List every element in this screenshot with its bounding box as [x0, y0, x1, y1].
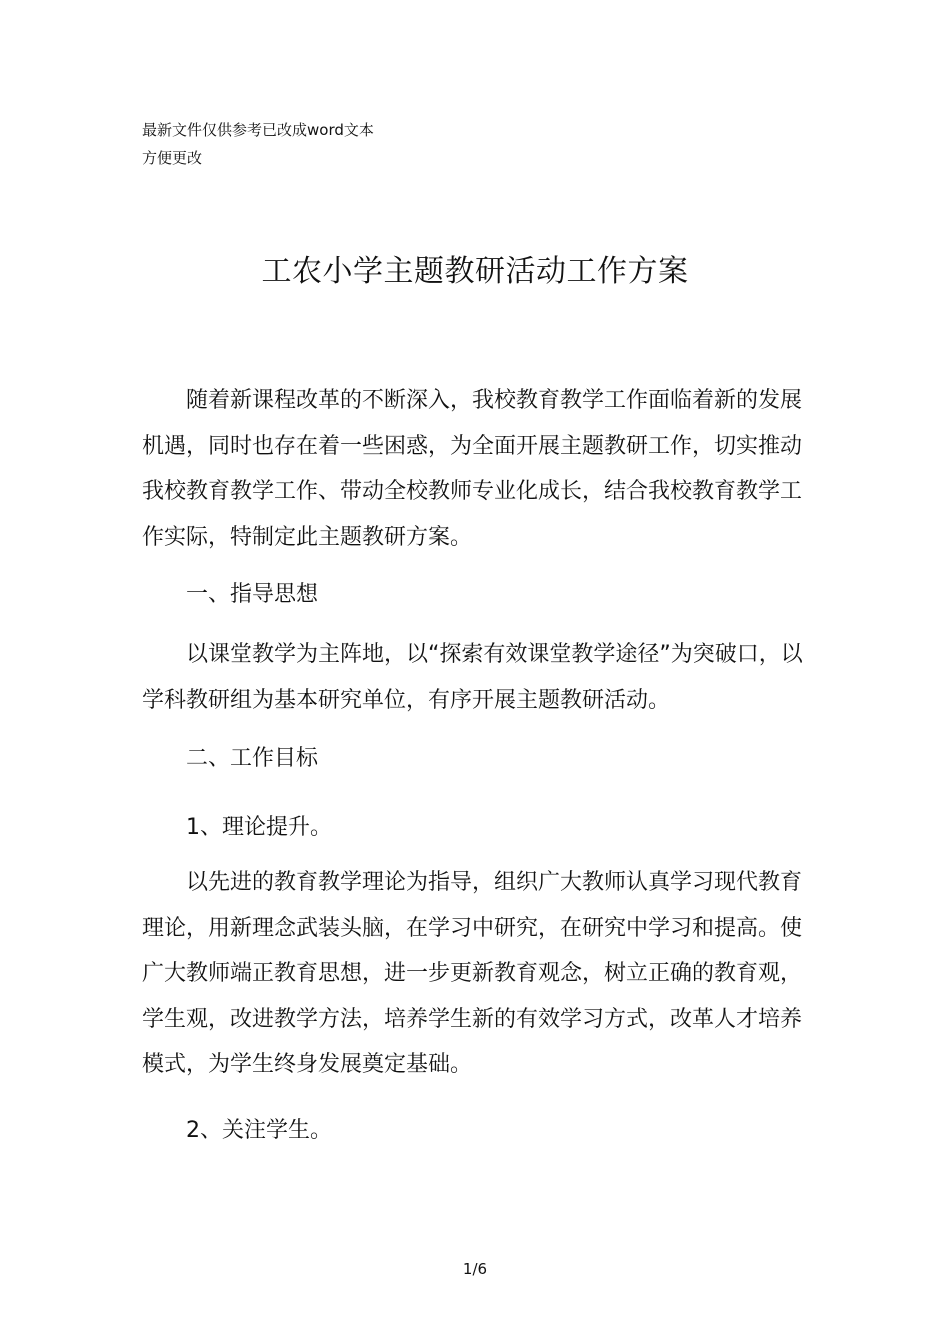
- document-title: 工农小学主题教研活动工作方案: [261, 254, 689, 289]
- header-note: [142, 116, 442, 172]
- header-note-line-2: 方便更改: [142, 149, 203, 167]
- item-1-body: 以先进的教育教学理论为指导，组织广大教师认真学习现代教育理论，用新理念武装头脑，在学习中研究，在研究中学习和提高。使广大教师端正教育思想，进一步更新教育观念，树立正确的教育观，学生观，改进教学方法，培养学生新的有效学习方式，改革人才培养模式，为学生终身发展奠定基础。: [142, 870, 803, 1077]
- item-1-heading: 1、理论提升。: [186, 815, 332, 840]
- intro-paragraph: 随着新课程改革的不断深入，我校教育教学工作面临着新的发展机遇，同时也存在着一些困惑，为全面开展主题教研工作，切实推动我校教育教学工作、带动全校教师专业化成长，结合我校教育教学工作实际，特制定此主题教研方案。: [142, 388, 803, 550]
- item-2-heading: 2、关注学生。: [186, 1118, 332, 1143]
- header-note-line-1: 最新文件仅供参考已改成word文本: [142, 121, 374, 139]
- section-2-heading: 二、工作目标: [186, 746, 319, 771]
- page-number: 1/6: [462, 1260, 488, 1278]
- section-1-heading: 一、指导思想: [186, 582, 319, 607]
- section-1-body: 以课堂教学为主阵地，以“探索有效课堂教学途径”为突破口，以学科教研组为基本研究单位，有序开展主题教研活动。: [142, 642, 803, 713]
